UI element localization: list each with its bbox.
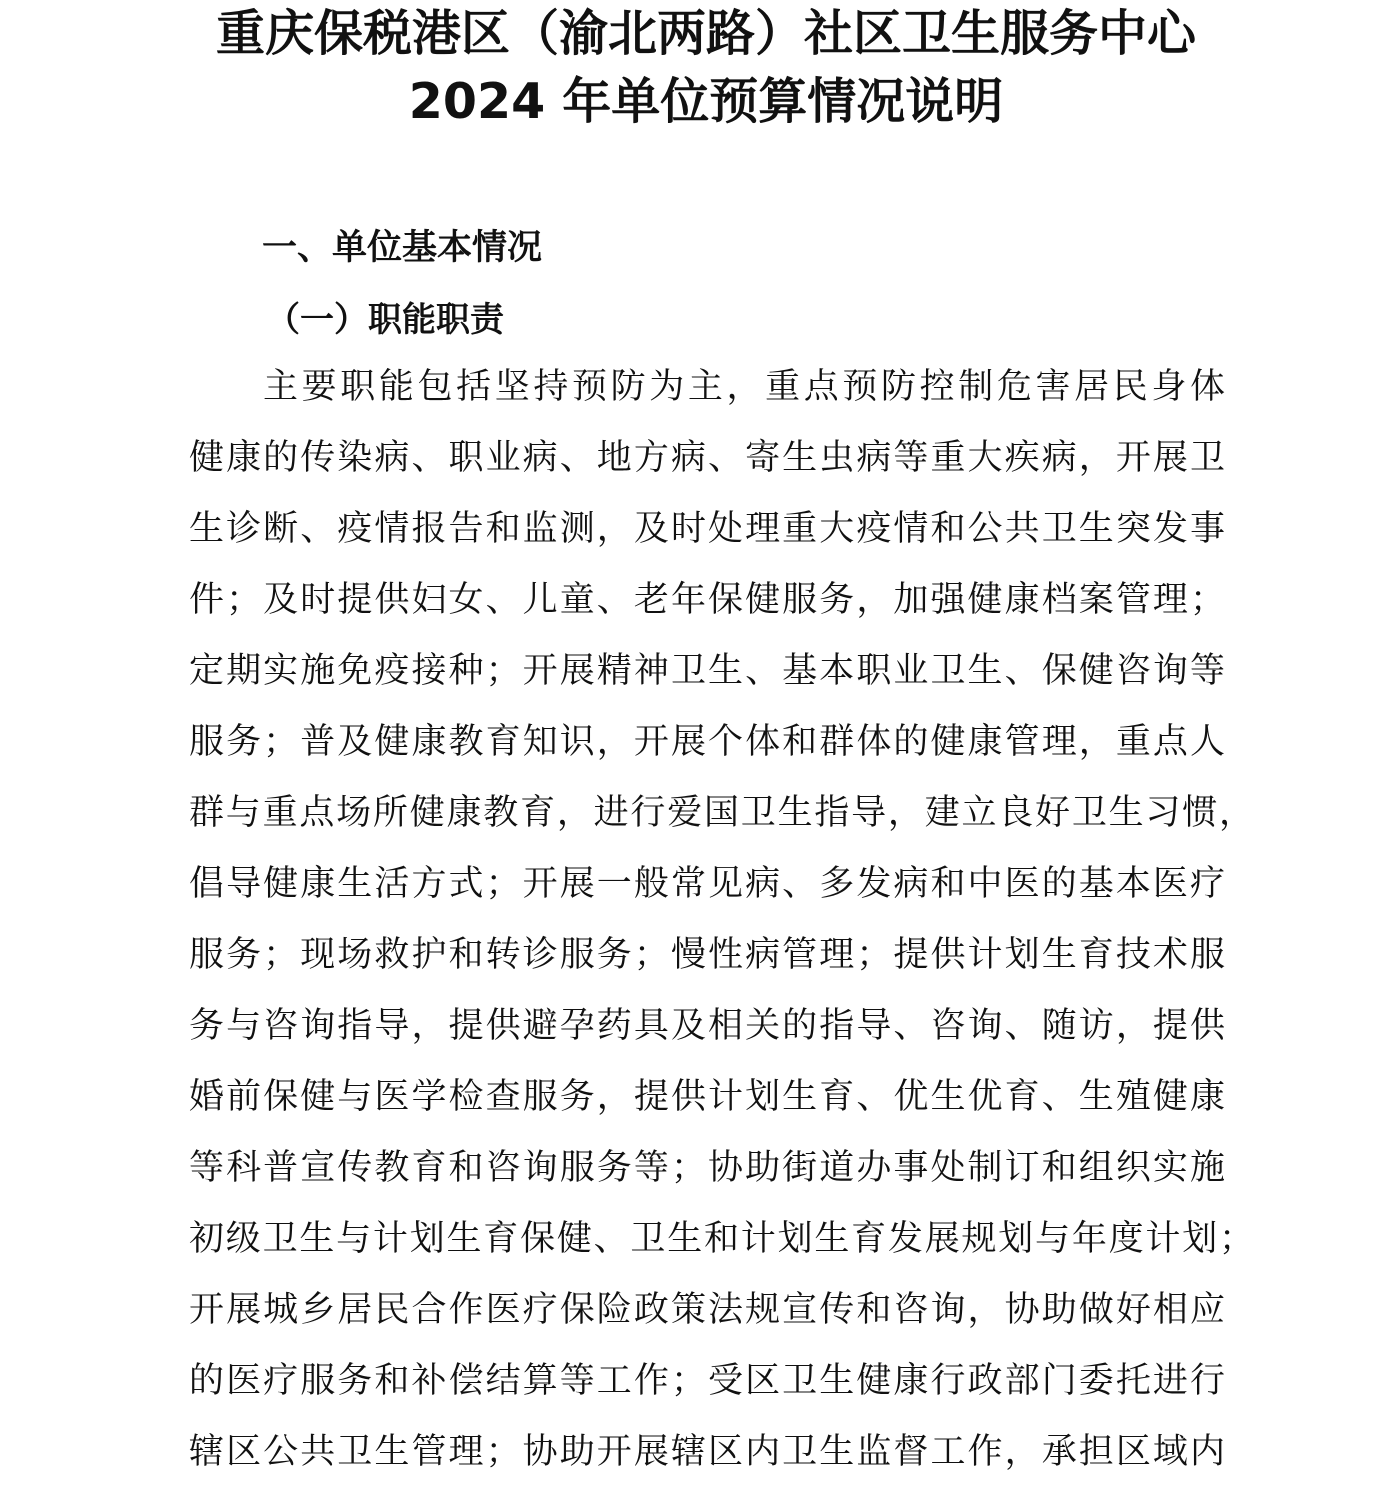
paragraph-line: 务与咨询指导，提供避孕药具及相关的指导、咨询、随访，提供 xyxy=(189,1006,1225,1046)
paragraph-line: 婚前保健与医学检查服务，提供计划生育、优生优育、生殖健康 xyxy=(189,1077,1225,1117)
body-paragraph xyxy=(189,352,1269,1488)
paragraph-line: 定期实施免疫接种；开展精神卫生、基本职业卫生、保健咨询等 xyxy=(189,651,1225,691)
paragraph-line: 倡导健康生活方式；开展一般常见病、多发病和中医的基本医疗 xyxy=(189,864,1225,904)
subsection-heading-functions: （一）职能职责 xyxy=(266,300,504,340)
paragraph-line: 的医疗服务和补偿结算等工作；受区卫生健康行政部门委托进行 xyxy=(189,1361,1225,1401)
document-title-line-1: 重庆保税港区（渝北两路）社区卫生服务中心 xyxy=(215,5,1196,62)
paragraph-line: 件；及时提供妇女、儿童、老年保健服务，加强健康档案管理； xyxy=(189,580,1225,620)
paragraph-line: 等科普宣传教育和咨询服务等；协助街道办事处制订和组织实施 xyxy=(189,1148,1225,1188)
document-title-line-2: 2024 年单位预算情况说明 xyxy=(408,73,1004,130)
paragraph-line: 主要职能包括坚持预防为主，重点预防控制危害居民身体 xyxy=(263,367,1225,407)
paragraph-line: 初级卫生与计划生育保健、卫生和计划生育发展规划与年度计划； xyxy=(189,1219,1254,1259)
paragraph-line: 开展城乡居民合作医疗保险政策法规宣传和咨询，协助做好相应 xyxy=(189,1290,1225,1330)
paragraph-line: 生诊断、疫情报告和监测，及时处理重大疫情和公共卫生突发事 xyxy=(189,509,1225,549)
paragraph-line: 辖区公共卫生管理；协助开展辖区内卫生监督工作，承担区域内 xyxy=(189,1432,1225,1472)
paragraph-line: 健康的传染病、职业病、地方病、寄生虫病等重大疾病，开展卫 xyxy=(189,438,1225,478)
paragraph-line: 服务；现场救护和转诊服务；慢性病管理；提供计划生育技术服 xyxy=(189,935,1225,975)
paragraph-line: 群与重点场所健康教育，进行爱国卫生指导，建立良好卫生习惯， xyxy=(189,793,1254,833)
section-heading-basic-info: 一、单位基本情况 xyxy=(262,228,543,268)
paragraph-line: 服务；普及健康教育知识，开展个体和群体的健康管理，重点人 xyxy=(189,722,1225,762)
